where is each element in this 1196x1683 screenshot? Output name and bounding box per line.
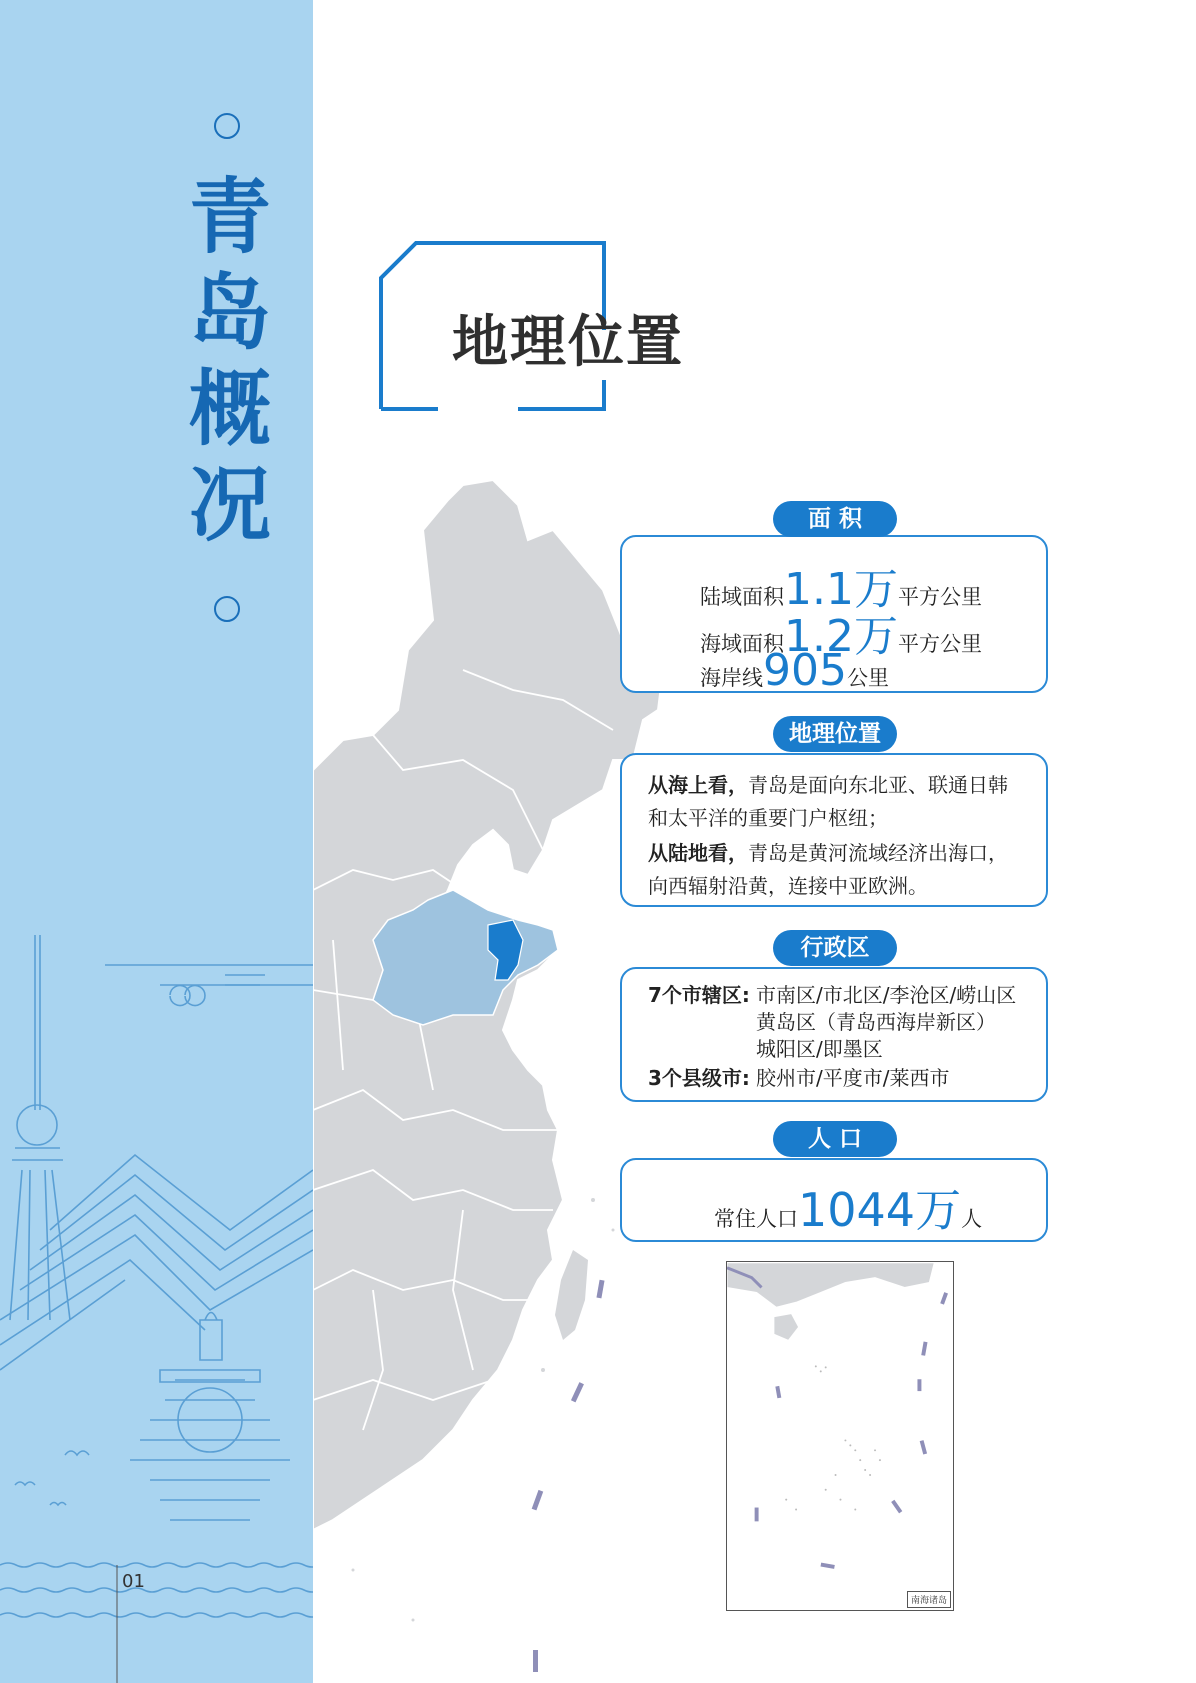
population-unit: 人 xyxy=(961,1207,983,1231)
land-area-unit: 平方公里 xyxy=(897,585,982,609)
admin-pill: 行政区 xyxy=(773,930,897,966)
districts-row xyxy=(648,982,1034,1063)
area-box xyxy=(620,535,1048,696)
districts-line: 城阳区/即墨区 xyxy=(756,1037,883,1061)
inset-label: 南海诸岛 xyxy=(907,1591,951,1608)
sea-area-unit: 平方公里 xyxy=(897,632,982,656)
title-char: 况 xyxy=(188,458,271,553)
cities-list: 胶州市/平度市/莱西市 xyxy=(756,1066,950,1090)
south-china-sea-inset xyxy=(726,1261,954,1611)
coastline-value: 905 xyxy=(763,645,847,696)
population-value: 1044万 xyxy=(798,1183,962,1237)
china-east-coast-map xyxy=(313,470,673,1683)
land-area-value: 1.1万 xyxy=(784,564,898,615)
population-box xyxy=(620,1158,1048,1242)
coastline-label: 海岸线 xyxy=(700,666,763,690)
page-number: 01 xyxy=(122,1571,145,1592)
title-char: 岛 xyxy=(188,266,271,361)
area-pill: 面 积 xyxy=(773,501,897,537)
location-pill: 地理位置 xyxy=(773,716,897,752)
title-char: 青 xyxy=(188,170,271,265)
sidebar-title xyxy=(180,170,280,554)
districts-label: 7个市辖区: xyxy=(648,983,750,1007)
location-box xyxy=(620,753,1048,907)
land-perspective-text: 从陆地看，青岛是黄河流域经济出海口，向西辐射沿黄，连接中亚欧洲。 xyxy=(648,841,1008,898)
land-perspective-lead: 从陆地看， xyxy=(648,841,748,865)
sidebar xyxy=(0,0,313,1683)
admin-box xyxy=(620,967,1048,1102)
coastline-unit: 公里 xyxy=(846,666,889,690)
sea-perspective-lead: 从海上看， xyxy=(648,773,748,797)
land-area-label: 陆域面积 xyxy=(700,585,784,609)
cities-label: 3个县级市: xyxy=(648,1066,750,1090)
title-char: 概 xyxy=(188,362,271,457)
city-skyline-illustration xyxy=(0,900,313,1683)
sea-area-value: 1.2万 xyxy=(784,611,898,662)
sea-perspective-text: 从海上看，青岛是面向东北亚、联通日韩和太平洋的重要门户枢纽； xyxy=(648,773,1008,830)
population-pill: 人 口 xyxy=(773,1121,897,1157)
page-heading: 地理位置 xyxy=(452,310,684,375)
population-label: 常住人口 xyxy=(714,1207,798,1231)
circle-ornament-bottom xyxy=(214,596,240,622)
cities-row xyxy=(648,1065,1034,1092)
coastline-row xyxy=(700,645,889,696)
districts-line: 市南区/市北区/李沧区/崂山区 xyxy=(756,983,1017,1007)
inset-map xyxy=(727,1262,952,1609)
districts-line: 黄岛区（青岛西海岸新区） xyxy=(756,1010,996,1034)
circle-ornament-top xyxy=(214,113,240,139)
sea-area-label: 海域面积 xyxy=(700,632,784,656)
population-row xyxy=(714,1174,982,1240)
